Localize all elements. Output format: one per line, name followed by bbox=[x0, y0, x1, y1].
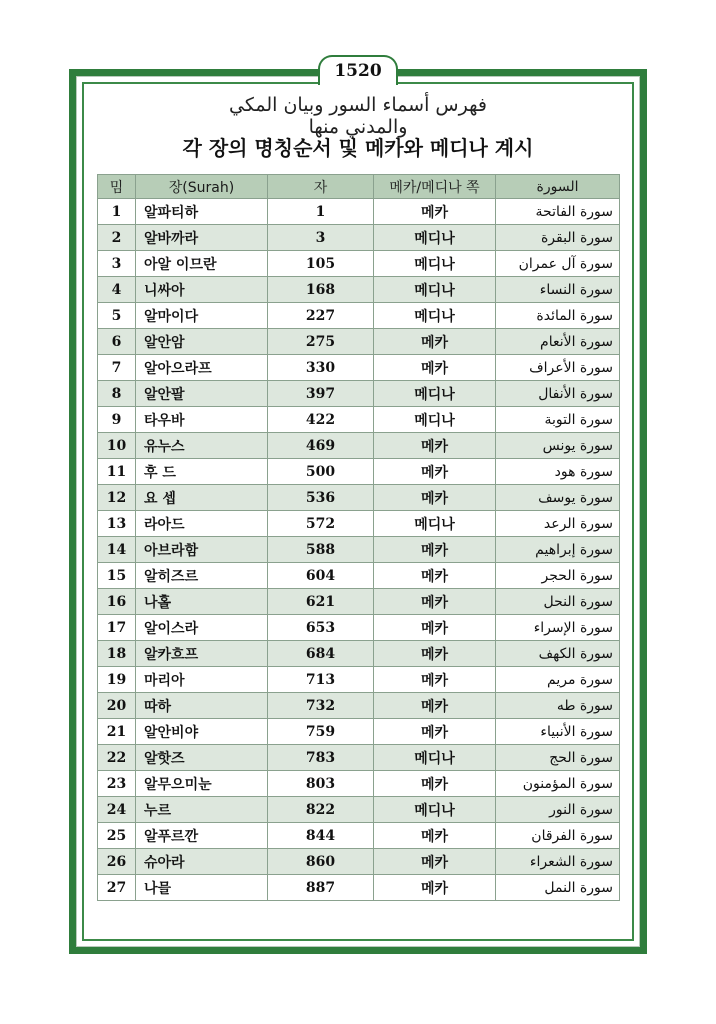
surah-page: 860 bbox=[268, 849, 374, 875]
surah-korean-name: 알핫즈 bbox=[136, 745, 268, 771]
surah-korean-name: 라아드 bbox=[136, 511, 268, 537]
table-row bbox=[98, 745, 620, 771]
surah-page: 168 bbox=[268, 277, 374, 303]
row-index: 7 bbox=[98, 355, 136, 381]
surah-arabic-name: سورة آل عمران bbox=[496, 251, 620, 277]
surah-korean-name: 아브라함 bbox=[136, 537, 268, 563]
page-number-tab bbox=[318, 55, 398, 85]
surah-korean-name: 후 드 bbox=[136, 459, 268, 485]
surah-index-table bbox=[97, 174, 620, 901]
table-row bbox=[98, 459, 620, 485]
surah-page: 844 bbox=[268, 823, 374, 849]
row-index: 13 bbox=[98, 511, 136, 537]
surah-page: 759 bbox=[268, 719, 374, 745]
surah-korean-name: 알이스라 bbox=[136, 615, 268, 641]
revelation-place: 메디나 bbox=[374, 797, 496, 823]
row-index: 6 bbox=[98, 329, 136, 355]
row-index: 23 bbox=[98, 771, 136, 797]
surah-korean-name: 타우바 bbox=[136, 407, 268, 433]
table-row bbox=[98, 251, 620, 277]
surah-korean-name: 알푸르깐 bbox=[136, 823, 268, 849]
table-row bbox=[98, 797, 620, 823]
row-index: 16 bbox=[98, 589, 136, 615]
surah-korean-name: 알안암 bbox=[136, 329, 268, 355]
table-row bbox=[98, 303, 620, 329]
surah-arabic-name: سورة إبراهيم bbox=[496, 537, 620, 563]
revelation-place: 메카 bbox=[374, 719, 496, 745]
table-row bbox=[98, 225, 620, 251]
surah-korean-name: 알아으라프 bbox=[136, 355, 268, 381]
table-row bbox=[98, 823, 620, 849]
table-header-row bbox=[98, 175, 620, 199]
korean-title: 각 장의 명칭순서 및 메카와 메디나 계시 bbox=[182, 136, 534, 160]
surah-page: 1 bbox=[268, 199, 374, 225]
surah-arabic-name: سورة البقرة bbox=[496, 225, 620, 251]
surah-arabic-name: سورة الأنعام bbox=[496, 329, 620, 355]
revelation-place: 메카 bbox=[374, 537, 496, 563]
surah-arabic-name: سورة هود bbox=[496, 459, 620, 485]
surah-korean-name: 알카흐프 bbox=[136, 641, 268, 667]
table-row bbox=[98, 589, 620, 615]
row-index: 15 bbox=[98, 563, 136, 589]
row-index: 27 bbox=[98, 875, 136, 901]
revelation-place: 메카 bbox=[374, 563, 496, 589]
surah-page: 783 bbox=[268, 745, 374, 771]
surah-korean-name: 알무으미눈 bbox=[136, 771, 268, 797]
surah-korean-name: 유누스 bbox=[136, 433, 268, 459]
table-row bbox=[98, 563, 620, 589]
surah-arabic-name: سورة مريم bbox=[496, 667, 620, 693]
surah-page: 3 bbox=[268, 225, 374, 251]
revelation-place: 메카 bbox=[374, 615, 496, 641]
table-row bbox=[98, 433, 620, 459]
row-index: 10 bbox=[98, 433, 136, 459]
surah-korean-name: 알히즈르 bbox=[136, 563, 268, 589]
header-page: 자 bbox=[268, 175, 374, 199]
row-index: 20 bbox=[98, 693, 136, 719]
surah-page: 536 bbox=[268, 485, 374, 511]
surah-arabic-name: سورة النحل bbox=[496, 589, 620, 615]
page-number: 1520 bbox=[334, 61, 382, 81]
surah-page: 275 bbox=[268, 329, 374, 355]
surah-korean-name: 슈아라 bbox=[136, 849, 268, 875]
surah-korean-name: 아알 이므란 bbox=[136, 251, 268, 277]
table-row bbox=[98, 537, 620, 563]
revelation-place: 메카 bbox=[374, 823, 496, 849]
revelation-place: 메디나 bbox=[374, 511, 496, 537]
revelation-place: 메카 bbox=[374, 355, 496, 381]
surah-page: 469 bbox=[268, 433, 374, 459]
row-index: 4 bbox=[98, 277, 136, 303]
row-index: 9 bbox=[98, 407, 136, 433]
row-index: 12 bbox=[98, 485, 136, 511]
surah-arabic-name: سورة النمل bbox=[496, 875, 620, 901]
surah-arabic-name: سورة الأنبياء bbox=[496, 719, 620, 745]
surah-arabic-name: سورة الحج bbox=[496, 745, 620, 771]
table-row bbox=[98, 329, 620, 355]
surah-korean-name: 알마이다 bbox=[136, 303, 268, 329]
row-index: 25 bbox=[98, 823, 136, 849]
revelation-place: 메카 bbox=[374, 771, 496, 797]
row-index: 1 bbox=[98, 199, 136, 225]
row-index: 8 bbox=[98, 381, 136, 407]
surah-arabic-name: سورة الحجر bbox=[496, 563, 620, 589]
row-index: 2 bbox=[98, 225, 136, 251]
revelation-place: 메카 bbox=[374, 641, 496, 667]
revelation-place: 메디나 bbox=[374, 303, 496, 329]
row-index: 26 bbox=[98, 849, 136, 875]
row-index: 17 bbox=[98, 615, 136, 641]
revelation-place: 메디나 bbox=[374, 407, 496, 433]
surah-korean-name: 알안비야 bbox=[136, 719, 268, 745]
row-index: 22 bbox=[98, 745, 136, 771]
surah-korean-name: 요 셉 bbox=[136, 485, 268, 511]
header-index: 밈 bbox=[98, 175, 136, 199]
surah-page: 397 bbox=[268, 381, 374, 407]
surah-arabic-name: سورة الأنفال bbox=[496, 381, 620, 407]
revelation-place: 메디나 bbox=[374, 251, 496, 277]
table-row bbox=[98, 511, 620, 537]
surah-page: 803 bbox=[268, 771, 374, 797]
surah-page: 732 bbox=[268, 693, 374, 719]
table-row bbox=[98, 771, 620, 797]
surah-korean-name: 누르 bbox=[136, 797, 268, 823]
revelation-place: 메카 bbox=[374, 875, 496, 901]
surah-page: 105 bbox=[268, 251, 374, 277]
surah-arabic-name: سورة يوسف bbox=[496, 485, 620, 511]
surah-arabic-name: سورة الكهف bbox=[496, 641, 620, 667]
revelation-place: 메디나 bbox=[374, 381, 496, 407]
table-row bbox=[98, 719, 620, 745]
surah-arabic-name: سورة الأعراف bbox=[496, 355, 620, 381]
surah-page: 822 bbox=[268, 797, 374, 823]
row-index: 19 bbox=[98, 667, 136, 693]
revelation-place: 메카 bbox=[374, 849, 496, 875]
revelation-place: 메카 bbox=[374, 693, 496, 719]
revelation-place: 메카 bbox=[374, 667, 496, 693]
surah-arabic-name: سورة طه bbox=[496, 693, 620, 719]
table-row bbox=[98, 199, 620, 225]
surah-arabic-name: سورة المؤمنون bbox=[496, 771, 620, 797]
revelation-place: 메카 bbox=[374, 329, 496, 355]
surah-korean-name: 따하 bbox=[136, 693, 268, 719]
revelation-place: 메카 bbox=[374, 433, 496, 459]
surah-korean-name: 알파티하 bbox=[136, 199, 268, 225]
revelation-place: 메카 bbox=[374, 199, 496, 225]
surah-arabic-name: سورة التوبة bbox=[496, 407, 620, 433]
revelation-place: 메디나 bbox=[374, 277, 496, 303]
table-row bbox=[98, 277, 620, 303]
table-row bbox=[98, 485, 620, 511]
revelation-place: 메디나 bbox=[374, 225, 496, 251]
row-index: 3 bbox=[98, 251, 136, 277]
table-row bbox=[98, 407, 620, 433]
table-row bbox=[98, 615, 620, 641]
surah-page: 227 bbox=[268, 303, 374, 329]
row-index: 5 bbox=[98, 303, 136, 329]
surah-page: 684 bbox=[268, 641, 374, 667]
table-row bbox=[98, 381, 620, 407]
surah-korean-name: 나믈 bbox=[136, 875, 268, 901]
header-surah-name: 장(Surah) bbox=[136, 175, 268, 199]
revelation-place: 메카 bbox=[374, 589, 496, 615]
revelation-place: 메카 bbox=[374, 459, 496, 485]
table-row bbox=[98, 693, 620, 719]
surah-korean-name: 마리아 bbox=[136, 667, 268, 693]
surah-arabic-name: سورة الفرقان bbox=[496, 823, 620, 849]
surah-page: 713 bbox=[268, 667, 374, 693]
table-body bbox=[98, 199, 620, 901]
surah-page: 887 bbox=[268, 875, 374, 901]
arabic-title: فهرس أسماء السور وبيان المكي والمدني منها bbox=[229, 94, 487, 138]
surah-arabic-name: سورة الشعراء bbox=[496, 849, 620, 875]
header-revelation-place: 메카/메디나 쪽 bbox=[374, 175, 496, 199]
surah-korean-name: 나홀 bbox=[136, 589, 268, 615]
surah-page: 604 bbox=[268, 563, 374, 589]
table-row bbox=[98, 849, 620, 875]
table-row bbox=[98, 875, 620, 901]
surah-page: 621 bbox=[268, 589, 374, 615]
surah-korean-name: 알안팔 bbox=[136, 381, 268, 407]
surah-page: 422 bbox=[268, 407, 374, 433]
revelation-place: 메디나 bbox=[374, 745, 496, 771]
surah-page: 330 bbox=[268, 355, 374, 381]
row-index: 18 bbox=[98, 641, 136, 667]
revelation-place: 메카 bbox=[374, 485, 496, 511]
surah-korean-name: 알바까라 bbox=[136, 225, 268, 251]
table-row bbox=[98, 667, 620, 693]
row-index: 14 bbox=[98, 537, 136, 563]
surah-arabic-name: سورة الإسراء bbox=[496, 615, 620, 641]
row-index: 11 bbox=[98, 459, 136, 485]
table-row bbox=[98, 355, 620, 381]
row-index: 24 bbox=[98, 797, 136, 823]
surah-arabic-name: سورة يونس bbox=[496, 433, 620, 459]
header-arabic-name: السورة bbox=[496, 175, 620, 199]
surah-arabic-name: سورة الرعد bbox=[496, 511, 620, 537]
surah-arabic-name: سورة المائدة bbox=[496, 303, 620, 329]
table-row bbox=[98, 641, 620, 667]
surah-page: 572 bbox=[268, 511, 374, 537]
surah-arabic-name: سورة الفاتحة bbox=[496, 199, 620, 225]
surah-arabic-name: سورة النور bbox=[496, 797, 620, 823]
surah-page: 500 bbox=[268, 459, 374, 485]
surah-page: 588 bbox=[268, 537, 374, 563]
surah-page: 653 bbox=[268, 615, 374, 641]
surah-korean-name: 니싸아 bbox=[136, 277, 268, 303]
row-index: 21 bbox=[98, 719, 136, 745]
surah-arabic-name: سورة النساء bbox=[496, 277, 620, 303]
